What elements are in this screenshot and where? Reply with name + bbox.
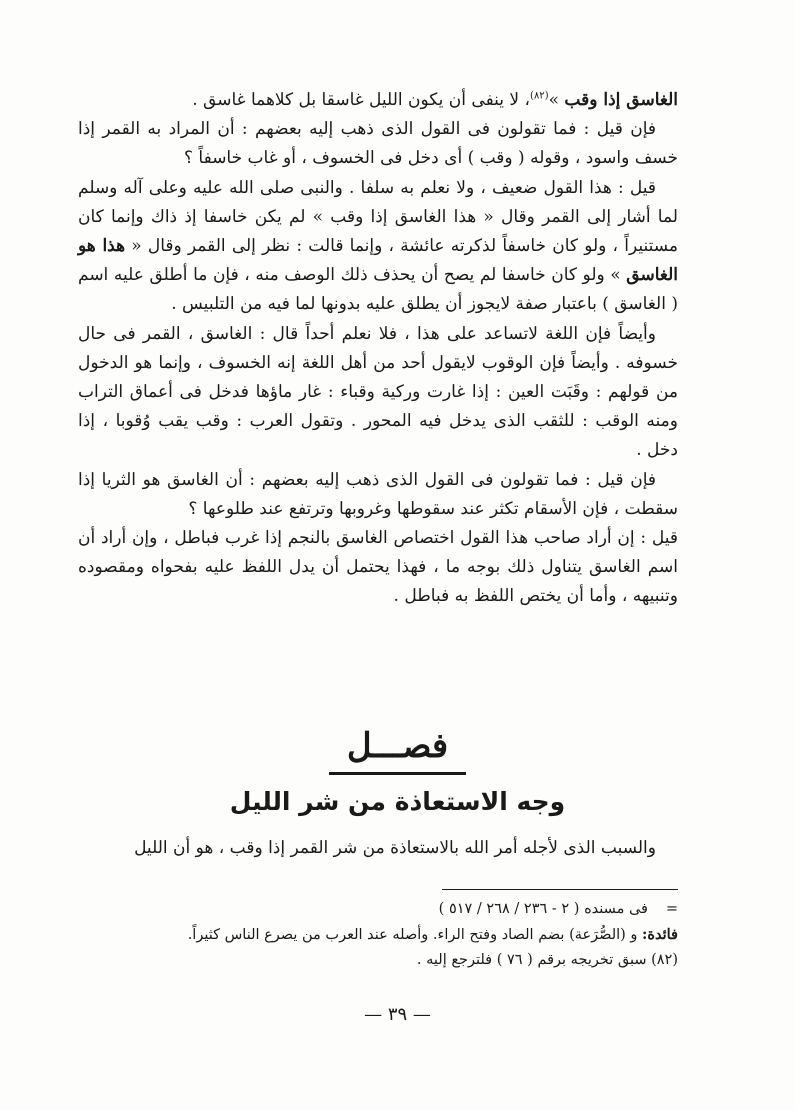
section-heading: وجه الاستعاذة من شر الليل [229,787,566,816]
divider-label: فصـــل [329,722,466,775]
footnote-2-text: و (الصُّرَعة) بضم الصاد وفتح الراء. وأصله عند العرب من يصرع الناس كثيراً. [187,927,643,943]
quote-close: » [548,90,565,110]
page-number: — ٣٩ — [364,1004,431,1025]
paragraph-4: وأيضاً فإن اللغة لاتساعد على هذا ، فلا نعلم أحداً قال : الغاسق ، القمر فى حال خسوفه . وأيضاً فإن الوقوب لايقول أحد من أهل اللغة إنه الخسوف ، وإنما هو الدخول من قولهم : وقَبَت العين : إذا غارت وركية وقباء : غار ماؤها فدخل فى أعماق التراب ومنه الوقب : للثقب الذى يدخل فيه المحور . وتقول العرب : وقب يقب وُقوبا ، إذا دخل . [78,323,678,461]
main-text [78,86,678,612]
continuation-mark: = [665,901,678,917]
section-divider [0,722,795,775]
footnote-separator [442,889,678,890]
section-first-line: والسبب الذى لأجله أمر الله بالاستعاذة من شر القمر إذا وقب ، هو أن الليل [134,838,656,858]
footnote-1 [78,897,678,922]
paragraph-1 [78,86,678,115]
footnote-ref: (٨٢) [530,90,549,102]
footnote-2-label: فائدة: [642,926,678,943]
footnotes [78,897,678,973]
paragraph-3-part2: » ولو كان خاسفا لم يصح أن يحذف ذلك الوصف منه ، فإن ما أطلق عليه اسم ( الغاسق ) باعتبار صفة لايجوز أن يطلق عليه بدونها لما فيه من التلبيس . [78,265,678,315]
paragraph-2: فإن قيل : فما تقولون فى القول الذى ذهب إليه بعضهم : أن المراد به القمر إذا خسف واسود ، وقوله ( وقب ) أى دخل فى الخسوف ، أو غاب خاسفاً ؟ [78,119,678,169]
footnote-2 [78,922,678,948]
paragraph-6: قيل : إن أراد صاحب هذا القول اختصاص الغاسق بالنجم إذا غرب فباطل ، وإن أراد أن اسم الغاسق يتناول ذلك بوجه ما ، فهذا يحتمل أن يدل اللفظ عليه بفحواه ومقصوده وتنبيهه ، وأما أن يختص اللفظ به فباطل . [78,528,678,607]
footnote-3: (٨٢) سبق تخريجه برقم ( ٧٦ ) فلترجع إليه . [416,952,678,968]
paragraph-3-bold: هذا هو الغاسق [78,236,678,286]
paragraph-1-rest: ، لا ينفى أن يكون الليل غاسقا بل كلاهما غاسق . [192,90,531,110]
paragraph-3 [78,174,678,320]
paragraph-5: فإن قيل : فما تقولون فى القول الذى ذهب إليه بعضهم : أن الغاسق هو الثريا إذا سقطت ، فإن الأسقام تكثر عند سقوطها وغروبها وترتفع عند طلوعها ؟ [78,469,678,519]
quoted-phrase: الغاسق إذا وقب [564,90,678,110]
footnote-1-text: فى مسنده ( ٢ - ٢٣٦ / ٢٦٨ / ٥١٧ ) [438,901,648,917]
paragraph-3-part1: قيل : هذا القول ضعيف ، ولا نعلم به سلفا . والنبى صلى الله عليه وعلى آله وسلم لما أشار إلى القمر وقال « هذا الغاسق إذا وقب » لم يكن خاسفا إذ ذاك وإنما كان مستنيراً ، ولو كان خاسفاً لذكرته عائشة ، وإنما قالت : نظر إلى القمر وقال « [78,177,679,257]
